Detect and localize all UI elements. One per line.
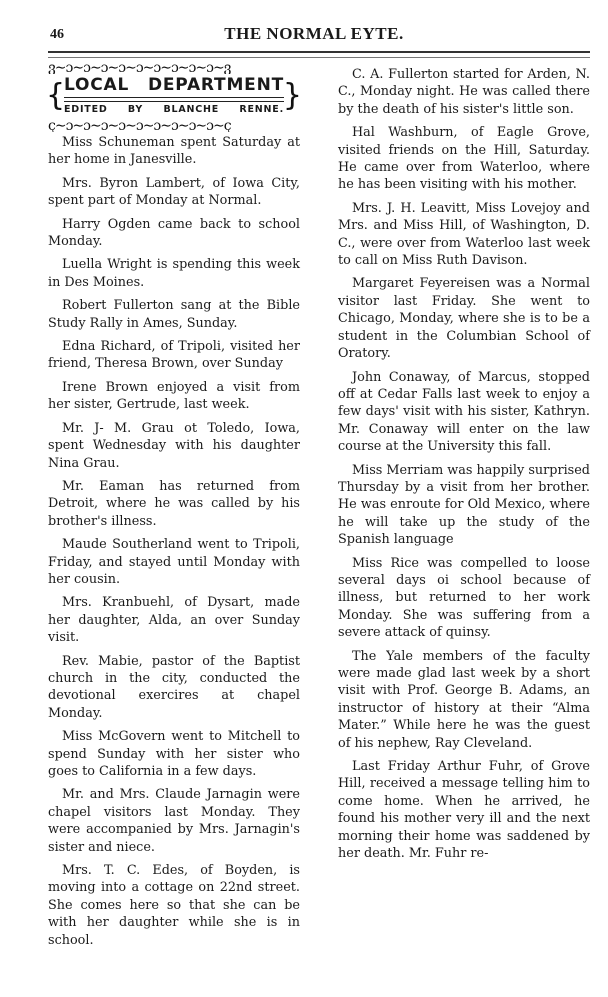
news-item: Luella Wright is spending this week in Des Moines. bbox=[48, 257, 300, 290]
news-item: The Yale members of the faculty were made glad last week by a short visit with Prof. George B. Adams, an instructor of history at their “Alma Mater.” While here he was the guest of his nephew, Ray Cleveland. bbox=[338, 648, 590, 751]
department-title: LOCAL DEPARTMENT bbox=[64, 75, 284, 95]
news-item: Miss McGovern went to Mitchell to spend Sunday with her sister who goes to California in a few days. bbox=[48, 729, 300, 779]
department-header-box bbox=[48, 62, 300, 130]
news-item: John Conaway, of Marcus, stopped off at Cedar Falls last week to enjoy a few days' visit with his sister, Kathryn. Mr. Conaway will enter on the law course at the University this fall. bbox=[338, 369, 590, 455]
news-item: Edna Richard, of Tripoli, visited her friend, Theresa Brown, over Sunday bbox=[48, 339, 300, 372]
bracket-right-icon: } bbox=[282, 78, 302, 113]
department-divider bbox=[64, 97, 284, 102]
news-item: Margaret Feyereisen was a Normal visitor last Friday. She went to Chicago, Monday, where she is to be a student in the Columbian School of Oratory. bbox=[338, 276, 590, 362]
bracket-left-icon: { bbox=[46, 78, 66, 113]
news-item: Mrs. Kranbuehl, of Dysart, made her daughter, Alda, an over Sunday visit. bbox=[48, 595, 300, 646]
news-item: Last Friday Arthur Fuhr, of Grove Hill, received a message telling him to come home. When he arrived, he found his mother very ill and the next morning their home was saddened by her death. Mr. Fuhr re- bbox=[338, 759, 590, 862]
news-item: Miss Rice was compelled to loose several days oi school because of illness, but returned to her work Monday. She was suffering from a severe attack of quinsy. bbox=[338, 555, 590, 641]
news-item: Miss Schuneman spent Saturday at her home in Janesville. bbox=[48, 135, 300, 168]
news-item: Mr. and Mrs. Claude Jarnagin were chapel visitors last Monday. They were accompanied by Mrs. Jarnagin's sister and niece. bbox=[48, 787, 300, 855]
running-title: THE NORMAL EYTE. bbox=[224, 24, 404, 43]
news-item: Hal Washburn, of Eagle Grove, visited friends on the Hill, Saturday. He came over from Waterloo, where he has been visiting with his mother. bbox=[338, 125, 590, 193]
header-rule bbox=[48, 51, 590, 58]
news-item: Maude Southerland went to Tripoli, Friday, and stayed until Monday with her cousin. bbox=[48, 537, 300, 587]
department-editor: EDITED BY BLANCHE RENNE. bbox=[64, 104, 284, 115]
news-item: Mr. J- M. Grau ot Toledo, Iowa, spent Wednesday with his daughter Nina Grau. bbox=[48, 420, 300, 471]
scroll-ornament-bottom-icon: ç∼ɔ∼ɔ∼ɔ∼ɔ∼ɔ∼ɔ∼ɔ∼ɔ∼ɔ∼ç bbox=[48, 120, 231, 132]
news-item: Miss Merriam was happily surprised Thursday by a visit from her brother. He was enroute for Old Mexico, where he will take up the study of the Spanish language bbox=[338, 462, 590, 548]
scroll-ornament-top-icon: ვ∼ɔ∼ɔ∼ɔ∼ɔ∼ɔ∼ɔ∼ɔ∼ɔ∼ɔ∼ვ bbox=[48, 62, 231, 74]
left-column bbox=[48, 60, 300, 955]
page-number: 46 bbox=[50, 27, 64, 42]
news-item: Rev. Mabie, pastor of the Baptist church in the city, conducted the devotional exercires at chapel Monday. bbox=[48, 653, 300, 721]
article-columns bbox=[48, 60, 590, 955]
news-item: Harry Ogden came back to school Monday. bbox=[48, 216, 300, 250]
news-item: Mrs. T. C. Edes, of Boyden, is moving into a cottage on 22nd street. She comes here so that she can be with her daughter while she is in school. bbox=[48, 863, 300, 948]
news-item: C. A. Fullerton started for Arden, N. C., Monday night. He was called there by the death of his sister's little son. bbox=[338, 67, 590, 117]
news-item: Irene Brown enjoyed a visit from her sister, Gertrude, last week. bbox=[48, 379, 300, 413]
news-item: Robert Fullerton sang at the Bible Study Rally in Ames, Sunday. bbox=[48, 298, 300, 331]
news-item: Mrs. J. H. Leavitt, Miss Lovejoy and Mrs. and Miss Hill, of Washington, D. C., were over from Waterloo last week to call on Miss Ruth Davison. bbox=[338, 200, 590, 269]
news-item: Mr. Eaman has returned from Detroit, where he was called by his brother's illness. bbox=[48, 478, 300, 529]
right-column bbox=[338, 60, 590, 955]
news-item: Mrs. Byron Lambert, of Iowa City, spent part of Monday at Normal. bbox=[48, 175, 300, 209]
